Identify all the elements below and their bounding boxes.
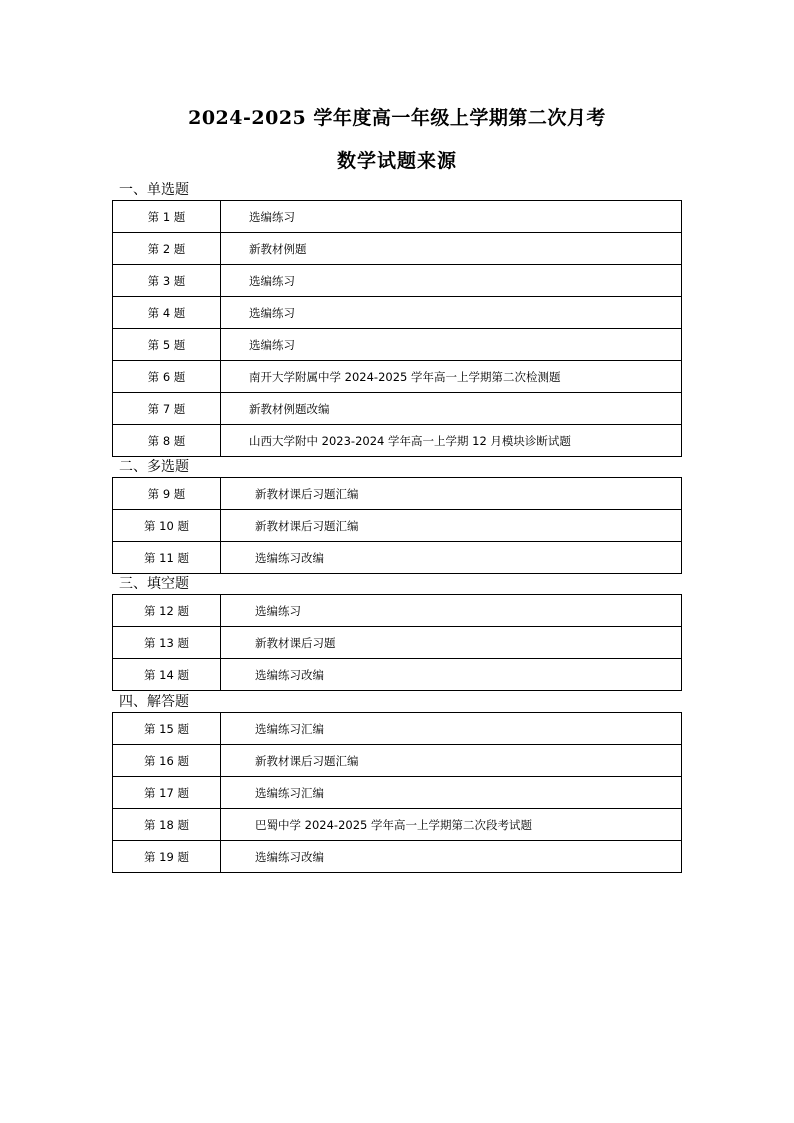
question-source: 选编练习 bbox=[221, 329, 682, 361]
question-number: 第 1 题 bbox=[113, 201, 221, 233]
single-choice-table bbox=[112, 200, 682, 457]
question-number: 第 2 题 bbox=[113, 233, 221, 265]
table-row bbox=[113, 809, 682, 841]
table-row bbox=[113, 329, 682, 361]
question-source: 巴蜀中学 2024-2025 学年高一上学期第二次段考试题 bbox=[221, 809, 682, 841]
table-row bbox=[113, 841, 682, 873]
section-label-single-choice: 一、单选题 bbox=[119, 182, 189, 198]
table-row bbox=[113, 627, 682, 659]
question-source: 选编练习改编 bbox=[221, 659, 682, 691]
table-row bbox=[113, 393, 682, 425]
question-number: 第 8 题 bbox=[113, 425, 221, 457]
question-source: 选编练习改编 bbox=[221, 542, 682, 574]
fill-blank-rows bbox=[113, 595, 682, 691]
question-source: 选编练习汇编 bbox=[221, 713, 682, 745]
table-row bbox=[113, 595, 682, 627]
question-source: 选编练习 bbox=[221, 297, 682, 329]
question-number: 第 15 题 bbox=[113, 713, 221, 745]
document-subtitle: 数学试题来源 bbox=[336, 150, 457, 172]
section-label-free-response: 四、解答题 bbox=[119, 694, 189, 710]
table-row bbox=[113, 201, 682, 233]
question-number: 第 16 题 bbox=[113, 745, 221, 777]
table-row bbox=[113, 542, 682, 574]
table-row bbox=[113, 265, 682, 297]
question-number: 第 12 题 bbox=[113, 595, 221, 627]
question-number: 第 10 题 bbox=[113, 510, 221, 542]
free-response-rows bbox=[113, 713, 682, 873]
question-number: 第 19 题 bbox=[113, 841, 221, 873]
table-row bbox=[113, 297, 682, 329]
question-number: 第 7 题 bbox=[113, 393, 221, 425]
question-number: 第 18 题 bbox=[113, 809, 221, 841]
document-title: 2024-2025 学年度高一年级上学期第二次月考 bbox=[188, 107, 606, 129]
question-source: 山西大学附中 2023-2024 学年高一上学期 12 月模块诊断试题 bbox=[221, 425, 682, 457]
multiple-choice-rows bbox=[113, 478, 682, 574]
question-source: 新教材例题改编 bbox=[221, 393, 682, 425]
section-label-multiple-choice: 二、多选题 bbox=[119, 459, 189, 475]
table-row bbox=[113, 361, 682, 393]
question-number: 第 17 题 bbox=[113, 777, 221, 809]
table-row bbox=[113, 510, 682, 542]
question-source: 选编练习改编 bbox=[221, 841, 682, 873]
question-source: 选编练习 bbox=[221, 201, 682, 233]
question-number: 第 4 题 bbox=[113, 297, 221, 329]
question-source: 选编练习 bbox=[221, 595, 682, 627]
question-source: 新教材课后习题汇编 bbox=[221, 478, 682, 510]
section-label-fill-blank: 三、填空题 bbox=[119, 576, 189, 592]
fill-blank-table bbox=[112, 594, 682, 691]
table-row bbox=[113, 713, 682, 745]
table-row bbox=[113, 478, 682, 510]
question-number: 第 6 题 bbox=[113, 361, 221, 393]
question-number: 第 9 题 bbox=[113, 478, 221, 510]
question-number: 第 14 题 bbox=[113, 659, 221, 691]
free-response-table bbox=[112, 712, 682, 873]
question-source: 新教材例题 bbox=[221, 233, 682, 265]
table-row bbox=[113, 659, 682, 691]
question-source: 选编练习 bbox=[221, 265, 682, 297]
table-row bbox=[113, 233, 682, 265]
question-source: 新教材课后习题汇编 bbox=[221, 510, 682, 542]
question-number: 第 3 题 bbox=[113, 265, 221, 297]
question-source: 新教材课后习题汇编 bbox=[221, 745, 682, 777]
question-number: 第 13 题 bbox=[113, 627, 221, 659]
question-source: 南开大学附属中学 2024-2025 学年高一上学期第二次检测题 bbox=[221, 361, 682, 393]
table-row bbox=[113, 745, 682, 777]
question-number: 第 5 题 bbox=[113, 329, 221, 361]
question-source: 新教材课后习题 bbox=[221, 627, 682, 659]
table-row bbox=[113, 777, 682, 809]
question-number: 第 11 题 bbox=[113, 542, 221, 574]
question-source: 选编练习汇编 bbox=[221, 777, 682, 809]
multiple-choice-table bbox=[112, 477, 682, 574]
single-choice-rows bbox=[113, 201, 682, 457]
table-row bbox=[113, 425, 682, 457]
